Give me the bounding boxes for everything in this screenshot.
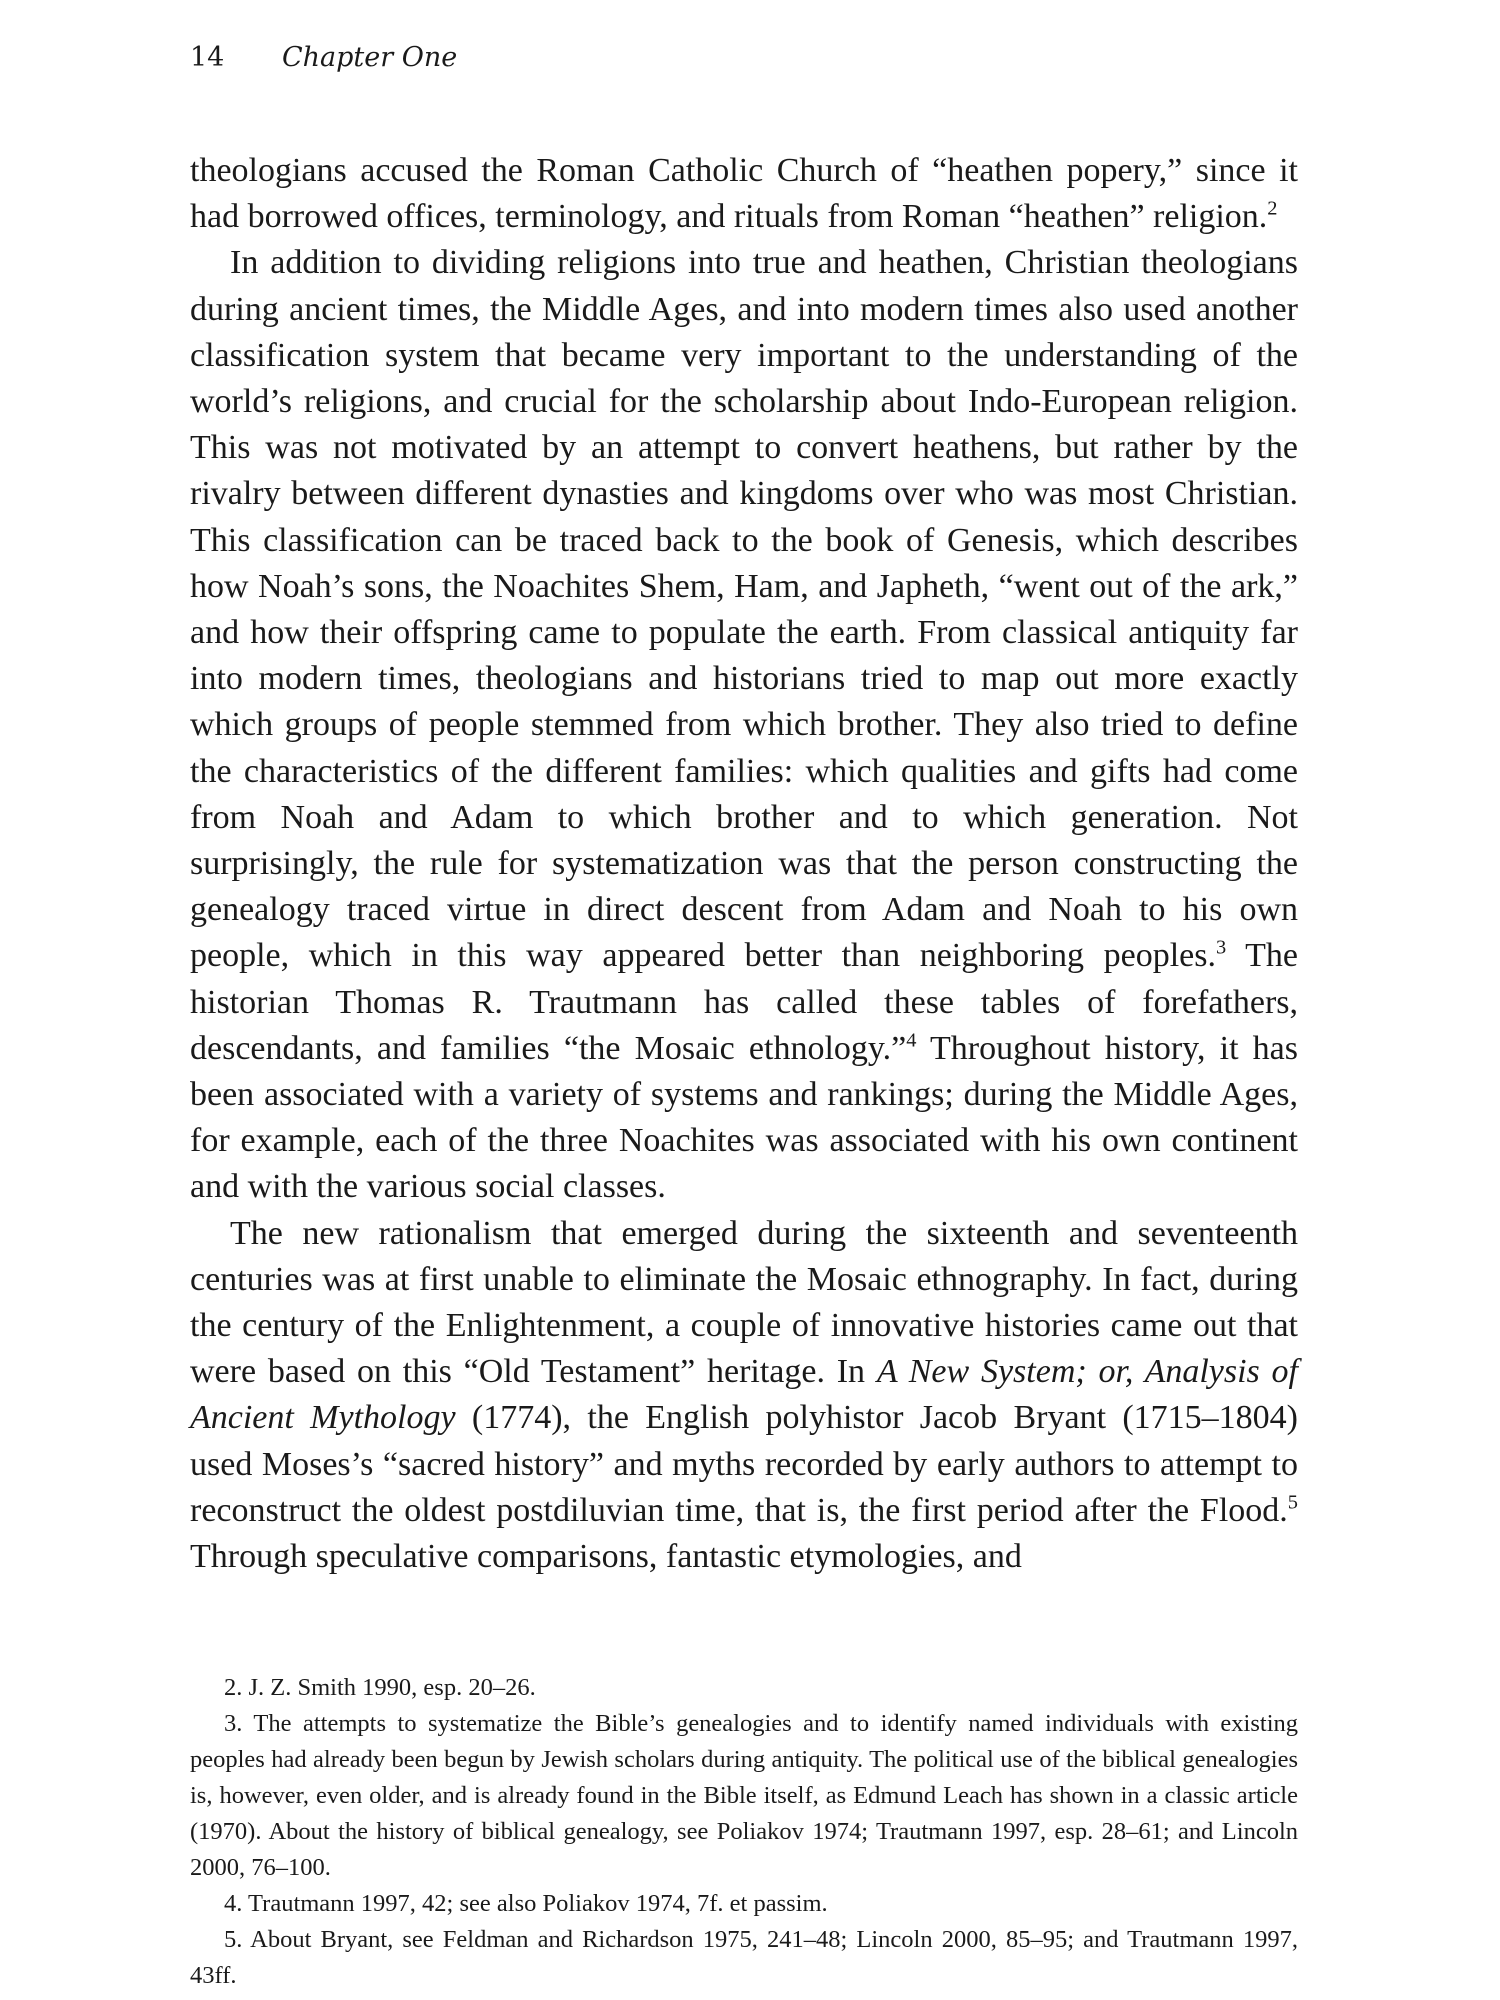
footnote-ref-5: 5 [1287,1491,1298,1514]
footnote-3: 3. The attempts to systematize the Bible’s genealogies and to identify named individuals with existing peoples had already been begun by Jewish scholars during antiquity. The political use of the biblical genealogies is, however, even older, and is already found in the Bible itself, as Edmund Leach has shown in a classic article (1970). About the history of biblical genealogy, see Poliakov 1974; Trautmann 1997, esp. 28–61; and Lincoln 2000, 76–100. [190,1710,1298,1881]
paragraph-3-part-a: The new rationalism that emerged during the sixteenth and seventeenth centuries was at first unable to eliminate the Mosaic ethnography. In fact, during the century of the Enlightenment, a couple of innovative histories came out that were based on this “Old Testament” heritage. In [190,1214,1298,1391]
paragraph-1-text: theologians accused the Roman Catholic Church of “heathen popery,” since it had borrowed offices, terminology, and rituals from Roman “heathen” religion. [190,152,1298,236]
running-head: Chapter One [282,42,458,73]
page-header [190,42,457,73]
paragraph-1 [190,148,1298,240]
paragraph-2 [190,240,1298,1210]
footnote-ref-3: 3 [1215,937,1227,960]
footnote-ref-2: 2 [1267,197,1278,220]
footnote-2: 2. J. Z. Smith 1990, esp. 20–26. [224,1674,536,1701]
footnote-5: 5. About Bryant, see Feldman and Richardson 1975, 241–48; Lincoln 2000, 85–95; and Trautmann 1997, 43ff. [190,1926,1298,1989]
paragraph-3-part-b: (1774), the English polyhistor Jacob Bryant (1715–1804) used Moses’s “sacred history” and myths recorded by early authors to attempt to reconstruct the oldest postdiluvian time, that is, the first period after the Flood. [190,1399,1298,1529]
paragraph-3 [190,1211,1298,1581]
body-text [190,148,1298,1580]
paragraph-2-part-b: The historian Thomas R. Trautmann has called these tables of forefathers, descendants, and families “the Mosaic ethnology.” [190,937,1298,1067]
footnotes [190,1670,1298,1994]
paragraph-3-part-c: Through speculative comparisons, fantastic etymologies, and [190,1538,1022,1576]
footnote-ref-4: 4 [906,1029,917,1052]
paragraph-2-part-c: Throughout history, it has been associated with a variety of systems and rankings; during the Middle Ages, for example, each of the three Noachites was associated with his own continent and with the various social classes. [190,1029,1298,1206]
page-number: 14 [190,42,225,73]
paragraph-2-part-a: In addition to dividing religions into true and heathen, Christian theologians during ancient times, the Middle Ages, and into modern times also used another classification system that became very important to the understanding of the world’s religions, and crucial for the scholarship about Indo-European religion. This was not motivated by an attempt to convert heathens, but rather by the rivalry between different dynasties and kingdoms over who was most Christian. This classification can be traced back to the book of Genesis, which describes how Noah’s sons, the Noachites Shem, Ham, and Japheth, “went out of the ark,” and how their offspring came to populate the earth. From classical antiquity far into modern times, theologians and historians tried to map out more exactly which groups of people stemmed from which brother. They also tried to define the characteristics of the different families: which qualities and gifts had come from Noah and Adam to which brother and to which generation. Not surprisingly, the rule for systematization was that the person constructing the genealogy traced virtue in direct descent from Adam and Noah to his own people, which in this way appeared better than neighboring peoples. [190,244,1298,975]
book-title: A New System; or, Analysis of Ancient Mythology [190,1353,1298,1437]
footnote-4: 4. Trautmann 1997, 42; see also Poliakov 1974, 7f. et passim. [224,1890,828,1917]
